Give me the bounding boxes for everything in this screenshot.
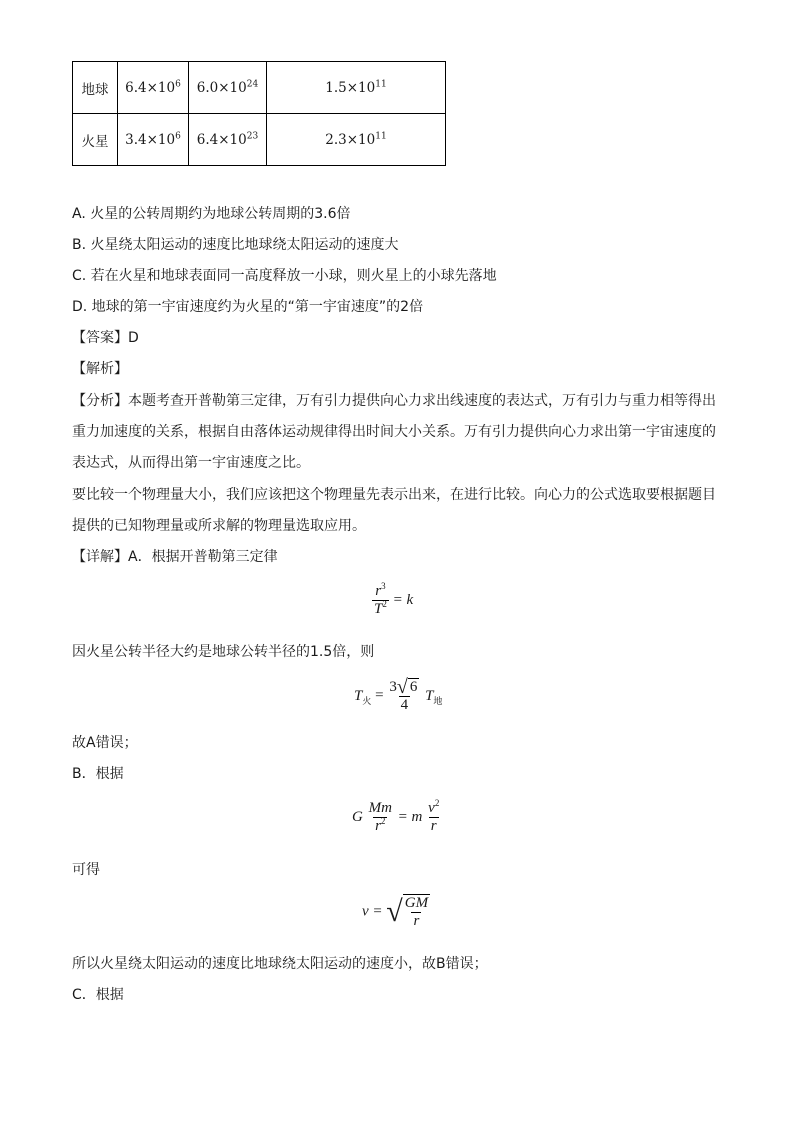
analysis-line: 要比较一个物理量大小，我们应该把这个物理量先表示出来，在进行比较。向心力的公式选取要根据题目 — [72, 487, 716, 503]
gravitation-equation: G $\frac{Mm}{r^2}$ = m $\frac{v^2}{r}$ — [352, 798, 440, 834]
table-cell-orbit: $1.5\times 10^{11}$ — [267, 62, 446, 114]
velocity-equation: v = √ $\frac{GM}{r}$ — [362, 895, 429, 929]
analysis-line: 重力加速度的关系，根据自由落体运动规律得出时间大小关系。万有引力提供向心力求出第一宇宙速度的 — [72, 424, 716, 440]
radius-ratio-line: 因火星公转半径大约是地球公转半径的1.5倍，则 — [72, 644, 375, 660]
table-cell-name: 火星 — [73, 114, 118, 166]
analysis-line: 表达式，从而得出第一宇宙速度之比。 — [72, 455, 310, 471]
conclusion-a: 故A错误； — [72, 735, 138, 751]
table-cell-radius: $3.4\times 10^6$ — [118, 114, 189, 166]
table-cell-name: 地球 — [73, 62, 118, 114]
option-c: C. 若在火星和地球表面同一高度释放一小球，则火星上的小球先落地 — [72, 268, 497, 284]
option-a: A. 火星的公转周期约为地球公转周期的3.6倍 — [72, 206, 351, 222]
table-row — [73, 114, 446, 166]
analysis-line: 【分析】本题考查开普勒第三定律，万有引力提供向心力求出线速度的表达式，万有引力与重力相等得出 — [72, 393, 716, 409]
detail-c-intro: C．根据 — [72, 987, 124, 1003]
period-equation: $T_火$ = $\frac{3√ 6}{4}$ $T_地$ — [354, 676, 443, 714]
table-cell-radius: $6.4\times 10^6$ — [118, 62, 189, 114]
answer-line: 【答案】D — [72, 330, 139, 346]
table-cell-orbit: $2.3\times 10^{11}$ — [267, 114, 446, 166]
table-cell-mass: $6.4\times 10^{23}$ — [189, 114, 267, 166]
kepler-equation: $\frac{r^3}{T^2}$ = k — [374, 581, 414, 617]
analysis-heading: 【解析】 — [72, 361, 128, 377]
detail-b-mid: 可得 — [72, 862, 100, 878]
detail-a-intro: 【详解】A．根据开普勒第三定律 — [72, 549, 278, 565]
detail-b-intro: B．根据 — [72, 766, 124, 782]
option-d: D. 地球的第一宇宙速度约为火星的“第一宇宙速度”的2倍 — [72, 299, 424, 315]
analysis-line: 提供的已知物理量或所求解的物理量选取应用。 — [72, 518, 366, 534]
planet-data-table — [72, 61, 446, 166]
table-row — [73, 62, 446, 114]
option-b: B. 火星绕太阳运动的速度比地球绕太阳运动的速度大 — [72, 237, 399, 253]
conclusion-b: 所以火星绕太阳运动的速度比地球绕太阳运动的速度小，故B错误； — [72, 956, 488, 972]
table-cell-mass: $6.0\times 10^{24}$ — [189, 62, 267, 114]
